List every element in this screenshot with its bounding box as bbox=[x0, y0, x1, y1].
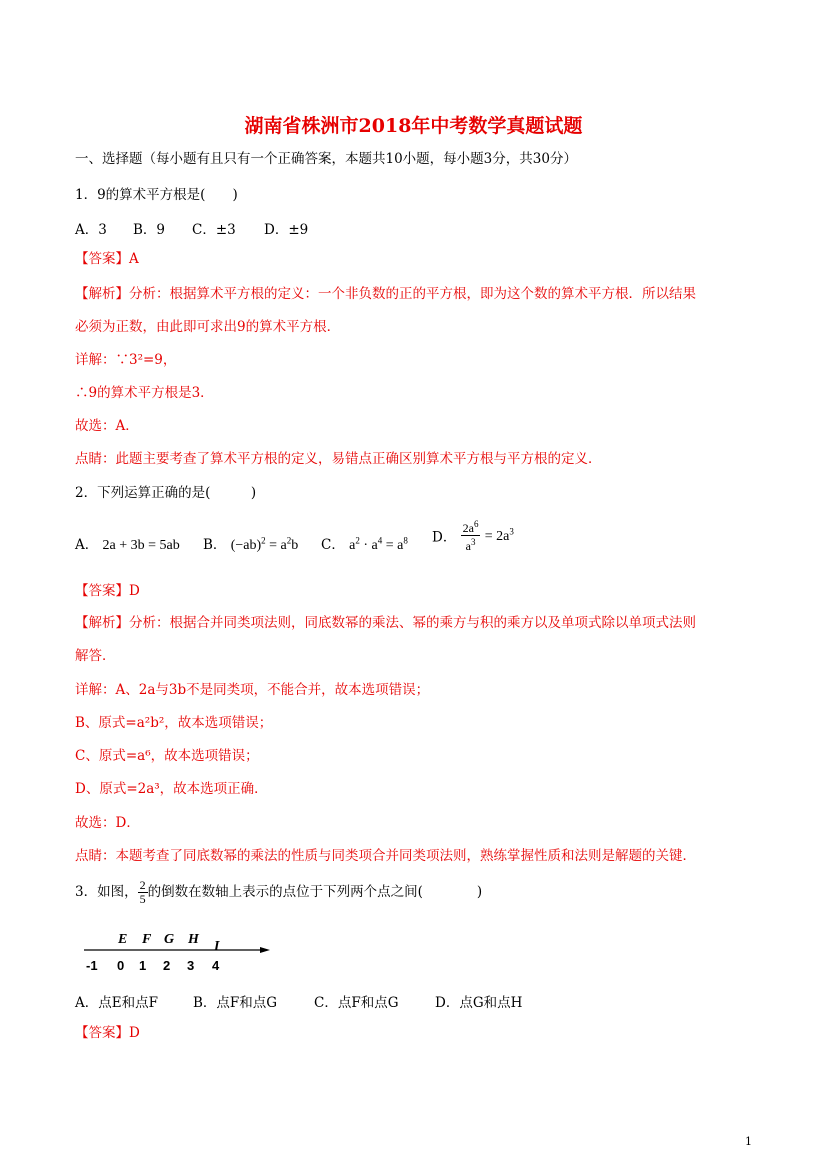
q2-d-denominator bbox=[461, 536, 481, 553]
q3-option-d: D．点G和点H bbox=[435, 995, 523, 1011]
number-line-arrow bbox=[260, 947, 270, 953]
q3-stem-suffix: 的倒数在数轴上表示的点位于下列两个点之间( ) bbox=[147, 884, 483, 900]
tick-label-neg1: -1 bbox=[86, 958, 98, 973]
tick-label-4: 4 bbox=[212, 958, 220, 973]
q2-option-b-expr bbox=[230, 535, 299, 553]
q2-d-rhs bbox=[484, 526, 514, 544]
q2-option-a bbox=[75, 533, 180, 554]
q2-option-c bbox=[321, 533, 408, 554]
q2-d-den-exp: 3 bbox=[470, 537, 476, 547]
q2-c-eq: = a bbox=[382, 538, 404, 553]
q2-d-num-base: 2a bbox=[462, 521, 474, 535]
q2-b-base: (−ab) bbox=[230, 538, 262, 553]
q2-c-a: a bbox=[349, 538, 356, 553]
q2-detail-line1: 详解：A、2a与3b不是同类项，不能合并，故本选项错误； bbox=[75, 682, 430, 698]
q3-number-line-figure bbox=[84, 928, 284, 976]
q1-stem: 1．9的算术平方根是( ) bbox=[75, 187, 238, 203]
point-label-f: F bbox=[142, 932, 152, 947]
tick-label-2: 2 bbox=[163, 958, 171, 973]
q2-c-dot: · a bbox=[359, 538, 378, 553]
q1-detail-line2: ∴9的算术平方根是3． bbox=[75, 385, 214, 401]
q2-d-rhs-exp: 3 bbox=[509, 526, 514, 537]
q2-d-num-exp: 6 bbox=[473, 519, 479, 529]
q2-option-c-expr bbox=[349, 535, 408, 553]
q2-option-a-expr: 2a + 3b = 5ab bbox=[102, 538, 180, 553]
q2-comment: 点睛：本题考查了同底数幂的乘法的性质与同类项合并同类项法则，熟练掌握性质和法则是解题的关键． bbox=[75, 848, 696, 864]
q1-detail-line1: 详解：∵3²=9， bbox=[75, 352, 177, 368]
q2-b-exp2: 2 bbox=[286, 535, 292, 546]
tick-label-1: 1 bbox=[139, 958, 147, 973]
q2-d-den-base: a bbox=[465, 539, 471, 553]
q3-answer: 【答案】D bbox=[75, 1025, 140, 1041]
q1-analysis-line2: 必须为正数，由此即可求出9的算术平方根． bbox=[75, 319, 341, 335]
page-number: 1 bbox=[745, 1135, 752, 1148]
q2-c-e1: 2 bbox=[355, 535, 360, 546]
q2-detail-line2: B、原式=a²b²，故本选项错误； bbox=[75, 715, 273, 731]
q1-option-b: B．9 bbox=[133, 222, 166, 238]
q1-comment: 点睛：此题主要考查了算术平方根的定义，易错点正确区别算术平方根与平方根的定义． bbox=[75, 451, 602, 467]
q3-option-c: C．点F和点G bbox=[314, 995, 399, 1011]
q2-option-b bbox=[203, 533, 298, 554]
document-title: 湖南省株洲市2018年中考数学真题试题 bbox=[244, 115, 583, 137]
q1-choose: 故选：A． bbox=[75, 418, 139, 434]
q2-option-d-label: D． bbox=[432, 529, 457, 546]
q3-option-b: B．点F和点G bbox=[193, 995, 278, 1011]
q1-option-a: A．3 bbox=[75, 222, 107, 238]
q2-answer: 【答案】D bbox=[75, 583, 140, 599]
point-label-i: I bbox=[214, 939, 220, 954]
q2-b-tail: b bbox=[291, 538, 299, 553]
q2-stem: 2．下列运算正确的是( ) bbox=[75, 485, 257, 501]
q2-b-exp: 2 bbox=[261, 535, 266, 546]
q2-d-numerator bbox=[461, 518, 481, 536]
q2-option-c-label: C． bbox=[321, 537, 345, 553]
q2-option-a-label: A． bbox=[75, 537, 99, 553]
tick-label-0: 0 bbox=[117, 958, 125, 973]
q3-frac-den: 5 bbox=[139, 892, 146, 906]
tick-label-3: 3 bbox=[187, 958, 195, 973]
point-label-e: E bbox=[118, 932, 128, 947]
q2-b-eq: = a bbox=[265, 538, 287, 553]
q2-d-rhs-base: = 2a bbox=[484, 528, 510, 544]
q2-c-e3: 8 bbox=[403, 535, 408, 546]
q3-fraction bbox=[138, 879, 148, 906]
q2-d-fraction bbox=[461, 518, 481, 553]
q3-stem-prefix: 3．如图， bbox=[75, 884, 138, 900]
q3-option-a: A．点E和点F bbox=[75, 995, 158, 1011]
q2-analysis-line1: 【解析】分析：根据合并同类项法则，同底数幂的乘法、幂的乘方与积的乘方以及单项式除以单项式法则 bbox=[75, 615, 696, 631]
point-label-h: H bbox=[188, 932, 199, 947]
q1-option-c: C．±3 bbox=[192, 222, 236, 238]
q2-choose: 故选：D． bbox=[75, 815, 140, 831]
point-label-g: G bbox=[164, 932, 175, 947]
q3-frac-num: 2 bbox=[139, 878, 146, 892]
q1-answer: 【答案】A bbox=[75, 251, 139, 267]
q2-detail-line4: D、原式=2a³，故本选项正确． bbox=[75, 781, 268, 797]
q2-option-b-label: B． bbox=[203, 537, 227, 553]
q1-option-d: D．±9 bbox=[264, 222, 309, 238]
q1-analysis-line1: 【解析】分析：根据算术平方根的定义：一个非负数的正的平方根，即为这个数的算术平方根．所以结果 bbox=[75, 286, 696, 302]
q3-stem bbox=[75, 877, 482, 907]
q2-analysis-line2: 解答． bbox=[75, 648, 116, 664]
q2-c-e2: 4 bbox=[377, 535, 383, 546]
q2-detail-line3: C、原式=a⁶，故本选项错误； bbox=[75, 748, 259, 764]
q2-option-d bbox=[432, 518, 514, 553]
section-header: 一、选择题（每小题有且只有一个正确答案，本题共10小题，每小题3分，共30分） bbox=[75, 151, 577, 167]
